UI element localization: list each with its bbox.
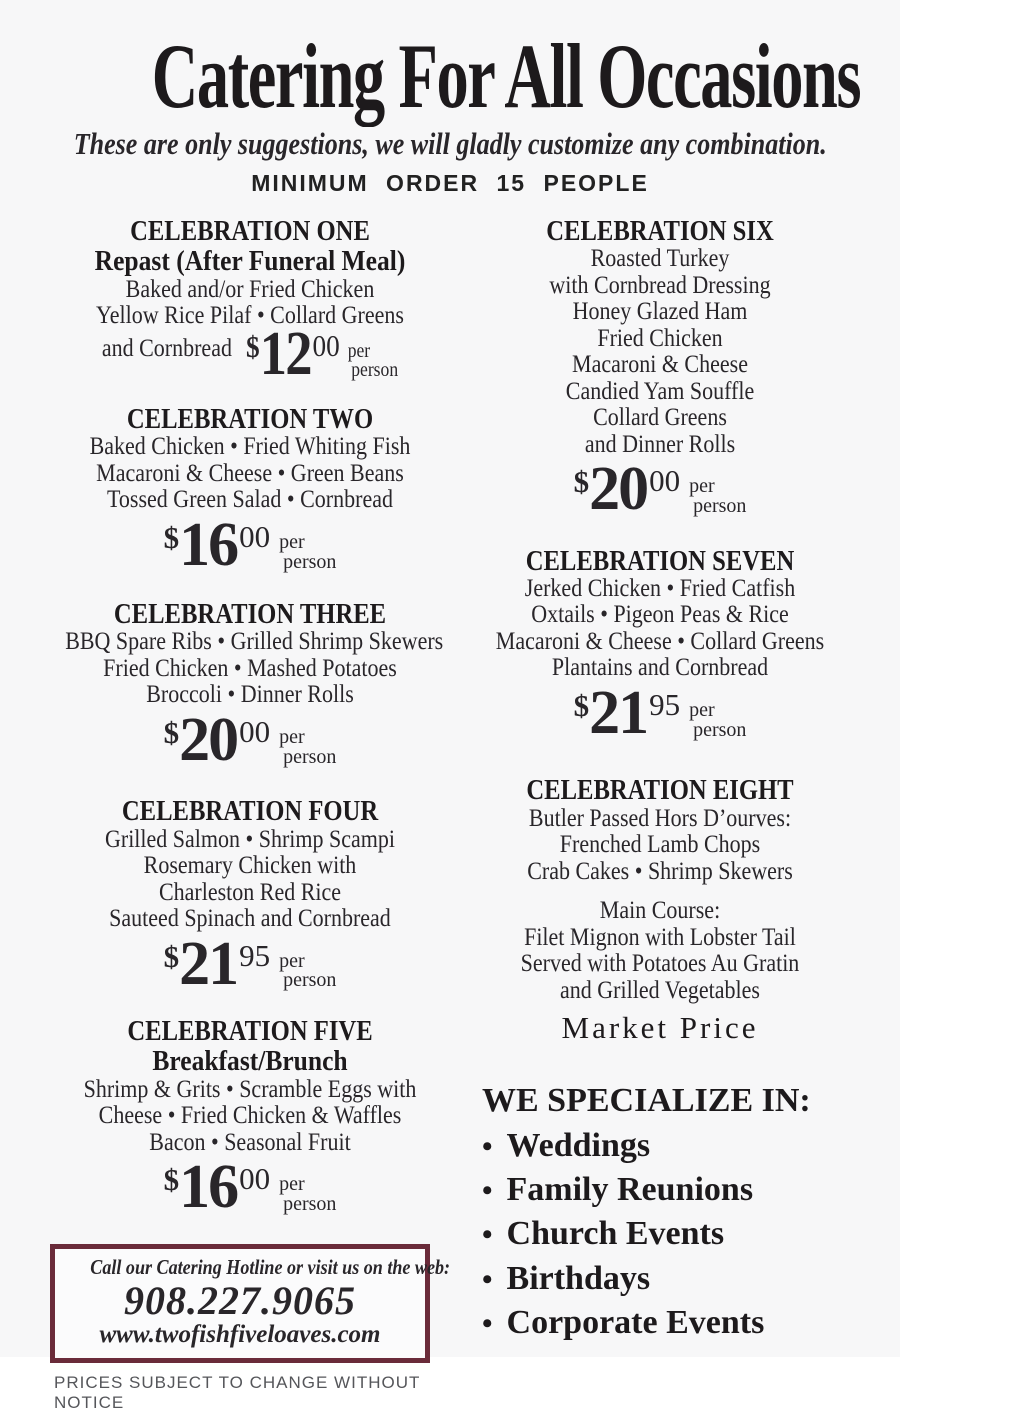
celebration-title: CELEBRATION FOUR bbox=[121, 796, 379, 828]
price-currency: $ bbox=[573, 464, 590, 500]
price bbox=[246, 319, 399, 388]
celebration-subtitle: Repast (After Funeral Meal) bbox=[94, 245, 406, 278]
specialize-item bbox=[482, 1168, 860, 1212]
page-subtitle-text: These are only suggestions, we will gladly customize any combination. bbox=[73, 126, 827, 161]
price-cents: 00 bbox=[239, 713, 271, 749]
hotline-label: Call our Catering Hotline or visit us on the web: bbox=[90, 1255, 451, 1280]
price-per-person: per person bbox=[279, 1173, 337, 1215]
hotline-box bbox=[50, 1244, 451, 1362]
menu-line: Candied Yam Souffle bbox=[565, 377, 755, 405]
menu-line: Cheese • Fried Chicken & Waffles bbox=[98, 1102, 402, 1130]
menu-line-with-price bbox=[65, 319, 435, 388]
menu-line: Rosemary Chicken with bbox=[143, 852, 357, 880]
right-column bbox=[460, 217, 860, 1345]
left-column bbox=[40, 217, 460, 1413]
price-dollars: 21 bbox=[179, 929, 238, 998]
price-currency: $ bbox=[573, 687, 590, 723]
price-cents: 00 bbox=[239, 518, 271, 554]
price-dollars: 20 bbox=[589, 455, 648, 524]
specialize-item bbox=[482, 1212, 860, 1256]
celebration-two-section bbox=[40, 404, 460, 579]
price-dollars: 21 bbox=[589, 678, 648, 747]
hotline-website[interactable]: www.twofishfiveloaves.com bbox=[99, 1321, 381, 1349]
bullet-icon: • bbox=[482, 1218, 493, 1252]
specialize-list bbox=[482, 1124, 860, 1345]
menu-line: Shrimp & Grits • Scramble Eggs with bbox=[83, 1075, 417, 1103]
minimum-order-note: MINIMUM ORDER 15 PEOPLE bbox=[251, 170, 649, 196]
menu-line: Fried Chicken bbox=[597, 324, 723, 352]
price bbox=[163, 1153, 337, 1222]
bullet-icon: • bbox=[482, 1306, 493, 1340]
menu-line: Sauteed Spinach and Cornbread bbox=[109, 905, 391, 933]
price bbox=[163, 510, 337, 579]
price-cents: 00 bbox=[649, 463, 681, 499]
specialize-item-label: Corporate Events bbox=[506, 1303, 765, 1341]
menu-line: Roasted Turkey bbox=[590, 245, 730, 273]
celebration-four-section bbox=[40, 796, 460, 998]
menu-line: Macaroni & Cheese bbox=[572, 351, 748, 379]
celebration-title: CELEBRATION ONE bbox=[130, 216, 370, 247]
bullet-icon: • bbox=[482, 1262, 493, 1296]
celebration-title: CELEBRATION THREE bbox=[113, 599, 387, 631]
menu-line: Jerked Chicken • Fried Catfish bbox=[524, 574, 796, 602]
page-subtitle bbox=[0, 126, 900, 162]
menu-line: Baked and/or Fried Chicken bbox=[125, 275, 375, 303]
menu-line: Plantains and Cornbread bbox=[551, 654, 769, 682]
page-title-text: Catering For All Occasions bbox=[151, 25, 861, 127]
price-dollars: 20 bbox=[179, 705, 238, 774]
price bbox=[163, 929, 337, 998]
menu-line: Baked Chicken • Fried Whiting Fish bbox=[89, 433, 411, 461]
menu-line: Broccoli • Dinner Rolls bbox=[146, 681, 354, 709]
price-currency: $ bbox=[163, 938, 180, 974]
celebration-seven-section bbox=[460, 545, 860, 747]
price-per-person: per person bbox=[279, 530, 337, 573]
flyer-header bbox=[0, 0, 900, 197]
menu-line: Tossed Green Salad • Cornbread bbox=[107, 486, 393, 514]
hotline-phone[interactable]: 908.227.9065 bbox=[124, 1278, 356, 1324]
menu-line: Crab Cakes • Shrimp Skewers bbox=[527, 857, 793, 885]
menu-line: Bacon • Seasonal Fruit bbox=[149, 1128, 351, 1156]
specialize-section bbox=[460, 1082, 860, 1345]
price bbox=[573, 455, 747, 524]
celebration-eight-section bbox=[460, 776, 860, 1046]
menu-line: Oxtails • Pigeon Peas & Rice bbox=[531, 601, 789, 629]
celebration-title: CELEBRATION FIVE bbox=[127, 1015, 373, 1047]
price bbox=[573, 678, 747, 747]
bullet-icon: • bbox=[482, 1174, 493, 1208]
specialize-item bbox=[482, 1124, 860, 1168]
specialize-item-label: Birthdays bbox=[506, 1259, 651, 1297]
menu-line: and Cornbread bbox=[101, 334, 232, 362]
menu-line: Main Course: bbox=[599, 897, 721, 925]
celebration-title: CELEBRATION EIGHT bbox=[526, 775, 794, 807]
price-per-person: per person bbox=[689, 475, 747, 517]
price-per-person: per person bbox=[279, 725, 337, 768]
price-dollars: 16 bbox=[179, 510, 238, 579]
price bbox=[163, 705, 337, 774]
menu-line: BBQ Spare Ribs • Grilled Shrimp Skewers bbox=[65, 628, 444, 656]
celebration-title: CELEBRATION SEVEN bbox=[525, 545, 795, 577]
celebration-six-section bbox=[460, 216, 860, 524]
menu-line: Yellow Rice Pilaf • Collard Greens bbox=[96, 302, 404, 330]
market-price-label: Market Price bbox=[561, 1010, 759, 1046]
menu-line: and Grilled Vegetables bbox=[560, 976, 760, 1004]
menu-line: with Cornbread Dressing bbox=[549, 271, 771, 299]
price-per-person: per person bbox=[279, 949, 337, 992]
celebration-title: CELEBRATION TWO bbox=[126, 404, 374, 436]
prices-notice: PRICES SUBJECT TO CHANGE WITHOUT NOTICE bbox=[54, 1372, 421, 1412]
celebration-title: CELEBRATION SIX bbox=[546, 216, 774, 247]
bullet-icon: • bbox=[482, 1130, 493, 1164]
specialize-item-label: Family Reunions bbox=[506, 1171, 754, 1209]
menu-line: Butler Passed Hors D’ourves: bbox=[528, 804, 792, 832]
menu-line: Frenched Lamb Chops bbox=[559, 831, 761, 859]
menu-line: Filet Mignon with Lobster Tail bbox=[524, 923, 796, 951]
price-per-person: per person bbox=[347, 339, 399, 382]
menu-columns bbox=[0, 217, 900, 1413]
menu-line: and Dinner Rolls bbox=[584, 430, 736, 458]
menu-line: Fried Chicken • Mashed Potatoes bbox=[103, 654, 397, 682]
price-per-person: per person bbox=[689, 698, 747, 741]
price-cents: 00 bbox=[312, 327, 340, 363]
price-currency: $ bbox=[163, 714, 180, 750]
price-currency: $ bbox=[246, 328, 260, 364]
specialize-item bbox=[482, 1257, 860, 1301]
celebration-one-section bbox=[40, 216, 460, 388]
menu-line: Collard Greens bbox=[593, 404, 727, 432]
celebration-three-section bbox=[40, 599, 460, 774]
price-dollars: 12 bbox=[259, 319, 311, 388]
specialize-item bbox=[482, 1301, 860, 1345]
price-dollars: 16 bbox=[179, 1153, 238, 1222]
main-course-group bbox=[460, 898, 860, 1004]
menu-line: Honey Glazed Ham bbox=[572, 298, 748, 326]
specialize-item-label: Church Events bbox=[506, 1215, 725, 1253]
menu-line: Served with Potatoes Au Gratin bbox=[520, 950, 800, 978]
page-title bbox=[0, 25, 900, 127]
specialize-heading: WE SPECIALIZE IN: bbox=[482, 1082, 811, 1120]
menu-line: Macaroni & Cheese • Green Beans bbox=[96, 459, 404, 487]
price-currency: $ bbox=[163, 519, 180, 555]
menu-line: Grilled Salmon • Shrimp Scampi bbox=[104, 825, 396, 853]
specialize-item-label: Weddings bbox=[506, 1127, 651, 1165]
celebration-five-section bbox=[40, 1015, 460, 1222]
menu-line: Macaroni & Cheese • Collard Greens bbox=[495, 627, 825, 655]
menu-line: Charleston Red Rice bbox=[158, 878, 342, 906]
celebration-subtitle: Breakfast/Brunch bbox=[152, 1045, 348, 1078]
price-cents: 95 bbox=[239, 937, 271, 973]
price-currency: $ bbox=[163, 1162, 180, 1198]
price-cents: 00 bbox=[239, 1161, 271, 1197]
price-cents: 95 bbox=[649, 686, 681, 722]
